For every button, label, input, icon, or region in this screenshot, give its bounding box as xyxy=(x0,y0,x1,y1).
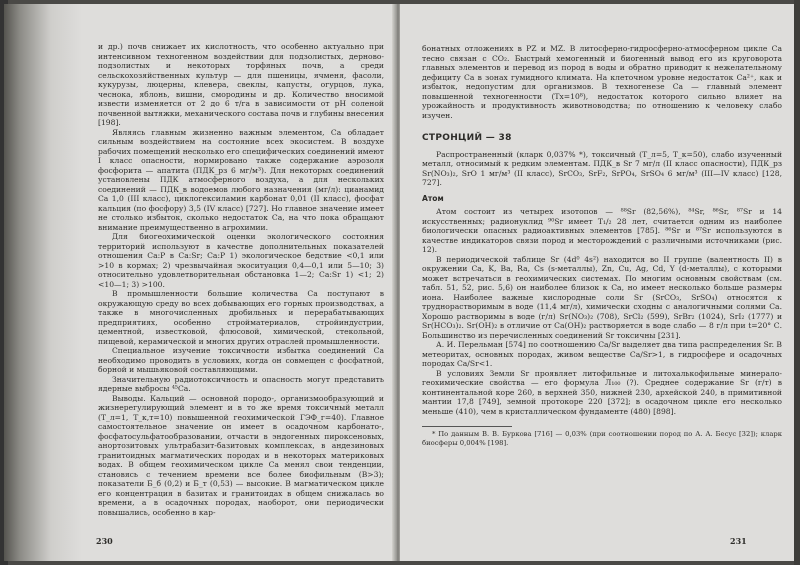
right-page xyxy=(400,4,796,561)
book-spread xyxy=(4,4,796,561)
paragraph: Значительную радиотоксичность и опасность могут представить ядерные выбросы ⁴⁵Са. xyxy=(98,374,384,393)
paragraph: Для биогеохимической оценки экологического состояния территорий используют в качестве дополнительных показателей отношения Са:Р в Са:Sr; Са:Р 1) экологическое бедствие <0,1 или >10 в кормах; 2) чрезвычайная экоситуация 0,4—0,1 или 5—10; 3) относительно удовлетворительная обстановка 1—2; Са:Sr 1) <1; 2) <10—1; 3) >100. xyxy=(98,232,384,289)
binding-shadow xyxy=(4,4,82,561)
section-title: Атом xyxy=(422,193,444,203)
footnote: * По данным В. В. Буркова [716] — 0,03% (при соотношении пород по А. А. Бесус [32]); кларк биосферы 0,004% [198]. xyxy=(422,430,782,447)
paragraph: А. И. Перельман [574] по соотношению Са/Sr выделяет два типа распределения Sr. В метеоритах, основных породах, живом веществе Са/Sr>1, в гидросфере и осадочных породах Са/Sr<1. xyxy=(422,340,782,368)
paragraph: и др.) почв снижает их кислотность, что особенно актуально при интенсивном техногенном воздействии для подзолистых, дерново-подзолистых и некоторых торфяных почв, а среди сельскохозяйственных культур — для пшеницы, ячменя, фасоли, кукурузы, люцерны, клевера, свеклы, капусты, огурцов, лука, чеснока, яблонь, вишни, смородины и др. Количество вносимой извести изменяется от 2 до 6 т/га в зависимости от pH соленой почвенной вытяжки, механического состава почв и глубины внесения [198]. xyxy=(98,42,384,127)
left-page xyxy=(4,4,396,561)
page-number: 231 xyxy=(730,536,747,546)
paragraph: В периодической таблице Sr (4d⁰ 4s²) находится во II группе (валентность II) в окружении Са, K, Ba, Ra, Cs (s-металлы), Zn, Cu, Ag, Cd, Y (d-металлы), с которыми может встречаться в геохимических системах. По многим основным свойствам (см. табл. 51, 52, рис. 5,6) он наиболее близок к Са, но имеет несколько больше размеры иона. Наиболее важные кислородные соли Sr (SrCO₃, SrSO₄) относятся к труднорастворимым в воде (11,4 мг/л), химически сходны с аналогичными солями Са. Хорошо растворимы в воде (г/л) Sr(NO₃)₂ (708), SrCl₂ (599), SrBr₂ (1024), SrI₂ (1777) и Sr(HCO₃)₂. Sr(OH)₂ в отличие от Са(OH)₂ растворяется в воде слабо — 8 г/л при t=20° С. Большинство из перечисленных соединений Sr токсичны [231]. xyxy=(422,254,782,340)
footnote-divider xyxy=(422,426,512,427)
left-text-column xyxy=(98,42,384,517)
scan-edge-right xyxy=(794,0,800,565)
paragraph: бонатных отложениях в PZ и MZ. В литосферно-гидросферно-атмосферном цикле Са тесно связан с СО₂. Быстрый хемогенный и биогенный вывод его из круговорота главных элементов и перевод из пород в воды и обратно приводит к нежелательному дефициту Са в зонах гумидного климата. На клеточном уровне недостаток Са²⁺, как и избыток, недопустим для организмов. В техногенезе Са — главный элемент повышенной техногенности (Тх=10⁸), недостаток которого сильно влияет на урожайность и продуктивность животноводства; по отношению к человеку слабо изучен. xyxy=(422,44,782,120)
conclusions-paragraph: Выводы. Кальций — основной породо-, организмообразующий и жизнерегулирующий элемент и в то же время токсичный металл (Т_л=1, Т_к,т=10) повышенной геохимической ГЭФ_г=40). Главное самостоятельное значение он имеет в осадочном карбонато-, фосфатосульфатообразовании, отчасти в эндогенных пироксеновых, анортозитовых ультрабазит-базитовых комплексах, в андезиновых гранитоидных магматических породах и в некоторых материковых водах. В общем геохимическом цикле Са менял свои тенденции, становясь с течением времени все более биофильным (B>3); показатели Б_б (0,2) и Б_т (0,53) — высокие. В магматическом цикле его концентрация в базитах и гранитоидах в общем снижалась во времени, а в осадочных породах, наоборот, они периодически повышались, особенно в кар- xyxy=(98,393,384,517)
paragraph: В промышленности большие количества Са поступают в окружающую среду во всех добывающих его горных производствах, а также в многочисленных дробильных и перерабатывающих предприятиях, особенно стройматериалов, стройиндустрии, цементной, известковой, флюсовой, химической, стекольной, пищевой, керамической и многих других отраслей промышленности. xyxy=(98,289,384,346)
paragraph: Специальное изучение токсичности избытка соединений Са необходимо проводить в условиях, когда он совмещен с фосфатной, борной и мышьяковой составляющими. xyxy=(98,346,384,374)
chapter-title: СТРОНЦИЙ — 38 xyxy=(422,133,512,143)
paragraph: Распространенный (кларк 0,037% *), токсичный (Т_л=5, Т_к=50), слабо изученный металл, относимый к редким элементам. ПДК_в Sr 7 мг/л (II класс опасности), ПДК_рз Sr(NO₃)₂, SrO 1 мг/м³ (II класс), SrCO₃, SrF₂, SrPO₄, SrSO₄ 6 мг/м³ (III—IV класс) [128, 727]. xyxy=(422,149,782,187)
paragraph: Атом состоит из четырех изотопов — ⁸⁸Sr (82,56%), ⁸⁴Sr, ⁸⁶Sr, ⁸⁷Sr и 14 искусственных; радионуклид ⁹⁰Sr имеет T₁/₂ 28 лет, считается одним из наиболее биологически опасных радиоактивных элементов [785]. ⁸⁶Sr и ⁸⁷Sr используются в качестве индикаторов связи пород и месторождений с различными источниками (рис. 12). xyxy=(422,207,782,254)
right-text-column xyxy=(422,44,782,447)
paragraph: Являясь главным жизненно важным элементом, Са обладает сильным воздействием на состояние всех экосистем. В воздухе рабочих помещений несколько его специфических соединений имеют I класс опасности, нормировано также содержание аэрозоля фосфорита — апатита (ПДК_рз 6 мг/м³). Для некоторых соединений установлены ПДК атмосферного воздуха, а для нескольких соединений — ПДК_в водоемов любого назначения (мг/л): цианамид Са 1,0 (III класс), циклогексиламин карбонат 0,01 (II класс), фосфат кальция (по фосфору) 3,5 (IV класс) [727]. Но главное значение имеет не столько избыток, сколько недостаток Са, на что пока обращают внимание преимущественно в агрохимии. xyxy=(98,127,384,232)
page-number: 230 xyxy=(96,536,113,546)
paragraph: В условиях Земли Sr проявляет литофильные и литохалькофильные минерало-геохимические свойства — его формула Л₁₀₀ (?). Среднее содержание Sr (г/т) в континентальной коре 260, в верхней 350, нижней 230, архейской 240, в примитивной мантии 17,8 [749], земной протокоре 220 [372]; в осадочном цикле его несколько меньше (410), чем в кристаллическом фундаменте (480) [898]. xyxy=(422,368,782,416)
